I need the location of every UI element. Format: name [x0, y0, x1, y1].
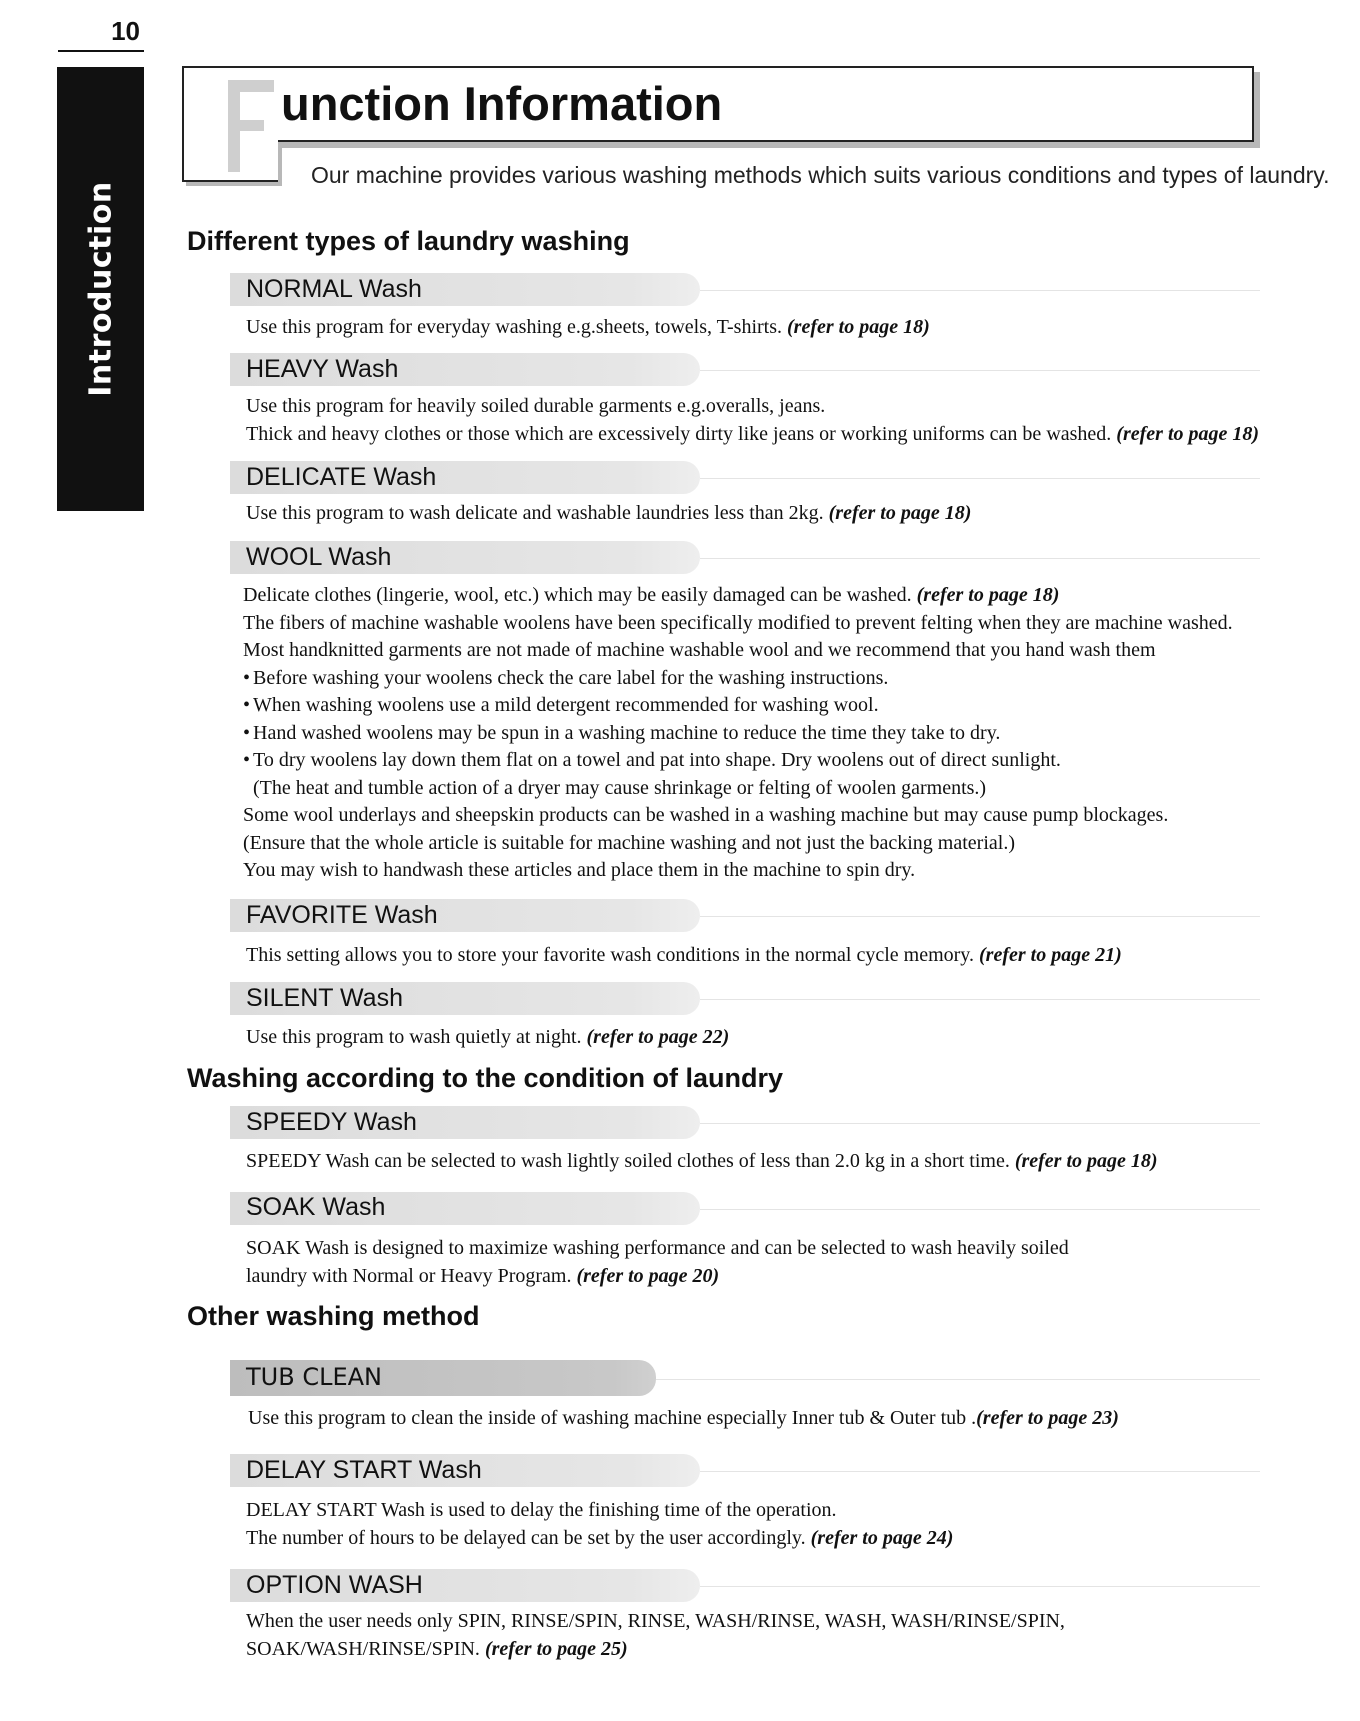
wool-bullet-4: • To dry woolens lay down them flat on a towel and pat into shape. Dry woolens out of direct sunlight. — [243, 747, 1263, 775]
favorite-ref: (refer to page 21) — [979, 944, 1122, 966]
favorite-label: FAVORITE Wash — [246, 901, 438, 929]
silent-label: SILENT Wash — [246, 984, 403, 1012]
divider-line — [700, 999, 1260, 1000]
silent-text — [246, 1024, 1266, 1052]
heavy-line-2: Thick and heavy clothes or those which are excessively dirty like jeans or working uniforms can be washed. (refer to page 18) — [246, 422, 1260, 445]
tub-clean-ref: (refer to page 23) — [976, 1407, 1119, 1429]
soak-line-2: laundry with Normal or Heavy Program. (refer to page 20) — [246, 1264, 720, 1287]
speedy-ref: (refer to page 18) — [1014, 1150, 1158, 1172]
delicate-text — [246, 500, 1266, 528]
section-side-tab — [57, 67, 144, 511]
divider-line — [700, 1209, 1260, 1210]
heavy-ref: (refer to page 18) — [1116, 422, 1260, 445]
favorite-desc: This setting allows you to store your favorite wash conditions in the normal cycle memory. — [246, 944, 974, 966]
wool-line-6: You may wish to handwash these articles and place them in the machine to spin dry. — [243, 859, 916, 881]
divider-line — [700, 1471, 1260, 1472]
tub-clean-text — [248, 1405, 1268, 1433]
page-number: 10 — [111, 16, 140, 46]
divider-line — [700, 370, 1260, 371]
heading-types: Different types of laundry washing — [187, 226, 630, 256]
silent-ref: (refer to page 22) — [586, 1026, 730, 1048]
normal-text — [246, 314, 1266, 342]
soak-line-1: SOAK Wash is designed to maximize washing performance and can be selected to wash heavily soiled — [246, 1237, 1069, 1259]
page-title: unction Information — [281, 77, 723, 130]
wool-bullet-1: • Before washing your woolens check the care label for the washing instructions. — [243, 665, 1263, 693]
divider-line — [700, 1586, 1260, 1587]
speedy-label: SPEEDY Wash — [246, 1108, 417, 1136]
wool-ref: (refer to page 18) — [916, 584, 1060, 606]
heavy-text — [246, 393, 1266, 448]
wool-text — [243, 582, 1263, 885]
soak-ref: (refer to page 20) — [576, 1264, 720, 1287]
wool-bullet-3: • Hand washed woolens may be spun in a washing machine to reduce the time they take to dry. — [243, 720, 1263, 748]
delicate-label: DELICATE Wash — [246, 463, 437, 491]
divider-line — [700, 290, 1260, 291]
option-wash-text — [246, 1608, 1266, 1663]
heavy-label: HEAVY Wash — [246, 355, 399, 383]
speedy-desc: SPEEDY Wash can be selected to wash lightly soiled clothes of less than 2.0 kg in a short time. — [246, 1150, 1010, 1172]
delay-start-text — [246, 1497, 1266, 1552]
divider-line — [700, 558, 1260, 559]
wool-line-5: (Ensure that the whole article is suitable for machine washing and not just the backing material.) — [243, 831, 1015, 854]
divider-line — [700, 1123, 1260, 1124]
title-initial-letter — [228, 80, 274, 172]
soak-label: SOAK Wash — [246, 1193, 386, 1221]
normal-label: NORMAL Wash — [246, 275, 422, 303]
delay-start-label: DELAY START Wash — [246, 1456, 482, 1484]
option-wash-label: OPTION WASH — [246, 1571, 423, 1599]
speedy-text — [246, 1148, 1266, 1176]
delay-line-1: DELAY START Wash is used to delay the finishing time of the operation. — [246, 1499, 837, 1521]
intro-paragraph: Our machine provides various washing methods which suits various conditions and types of laundry. — [311, 162, 1330, 188]
wool-label: WOOL Wash — [246, 543, 392, 571]
normal-ref: (refer to page 18) — [787, 316, 930, 338]
silent-desc: Use this program to wash quietly at night. — [246, 1026, 582, 1048]
normal-desc: Use this program for everyday washing e.g.sheets, towels, T-shirts. — [246, 316, 783, 338]
delicate-ref: (refer to page 18) — [828, 502, 972, 524]
divider-line — [656, 1379, 1260, 1380]
wool-bullet-2: • When washing woolens use a mild detergent recommended for washing wool. — [243, 692, 1263, 720]
soak-text — [246, 1235, 1266, 1290]
option-line-2: SOAK/WASH/RINSE/SPIN. (refer to page 25) — [246, 1637, 628, 1660]
wool-bullet-4-note: (The heat and tumble action of a dryer may cause shrinkage or felting of woolen garments.) — [253, 776, 987, 799]
delay-ref: (refer to page 24) — [810, 1526, 954, 1549]
heading-other: Other washing method — [187, 1301, 480, 1331]
page-number-rule — [58, 50, 144, 52]
delay-line-2: The number of hours to be delayed can be set by the user accordingly. (refer to page 24) — [246, 1526, 954, 1549]
option-ref: (refer to page 25) — [484, 1637, 628, 1660]
wool-line-3: Most handknitted garments are not made of machine washable wool and we recommend that you hand wash them — [243, 639, 1156, 661]
heavy-line-1: Use this program for heavily soiled durable garments e.g.overalls, jeans. — [246, 395, 826, 417]
side-tab-label: Introduction — [83, 181, 118, 397]
tub-clean-desc: Use this program to clean the inside of washing machine especially Inner tub & Outer tub . — [248, 1407, 977, 1429]
option-line-1: When the user needs only SPIN, RINSE/SPIN, RINSE, WASH/RINSE, WASH, WASH/RINSE/SPIN, — [246, 1610, 1065, 1632]
wool-line-2: The fibers of machine washable woolens have been specifically modified to prevent felting when they are machine washed. — [243, 611, 1233, 634]
delicate-desc: Use this program to wash delicate and washable laundries less than 2kg. — [246, 502, 824, 524]
tub-clean-label: TUB CLEAN — [246, 1363, 382, 1391]
divider-line — [700, 478, 1260, 479]
wool-line-4: Some wool underlays and sheepskin products can be washed in a washing machine but may cause pump blockages. — [243, 804, 1169, 826]
divider-line — [700, 916, 1260, 917]
favorite-text — [246, 942, 1266, 970]
wool-line-1: Delicate clothes (lingerie, wool, etc.) which may be easily damaged can be washed. (refer to page 18) — [243, 584, 1060, 606]
heading-condition: Washing according to the condition of laundry — [187, 1063, 783, 1093]
